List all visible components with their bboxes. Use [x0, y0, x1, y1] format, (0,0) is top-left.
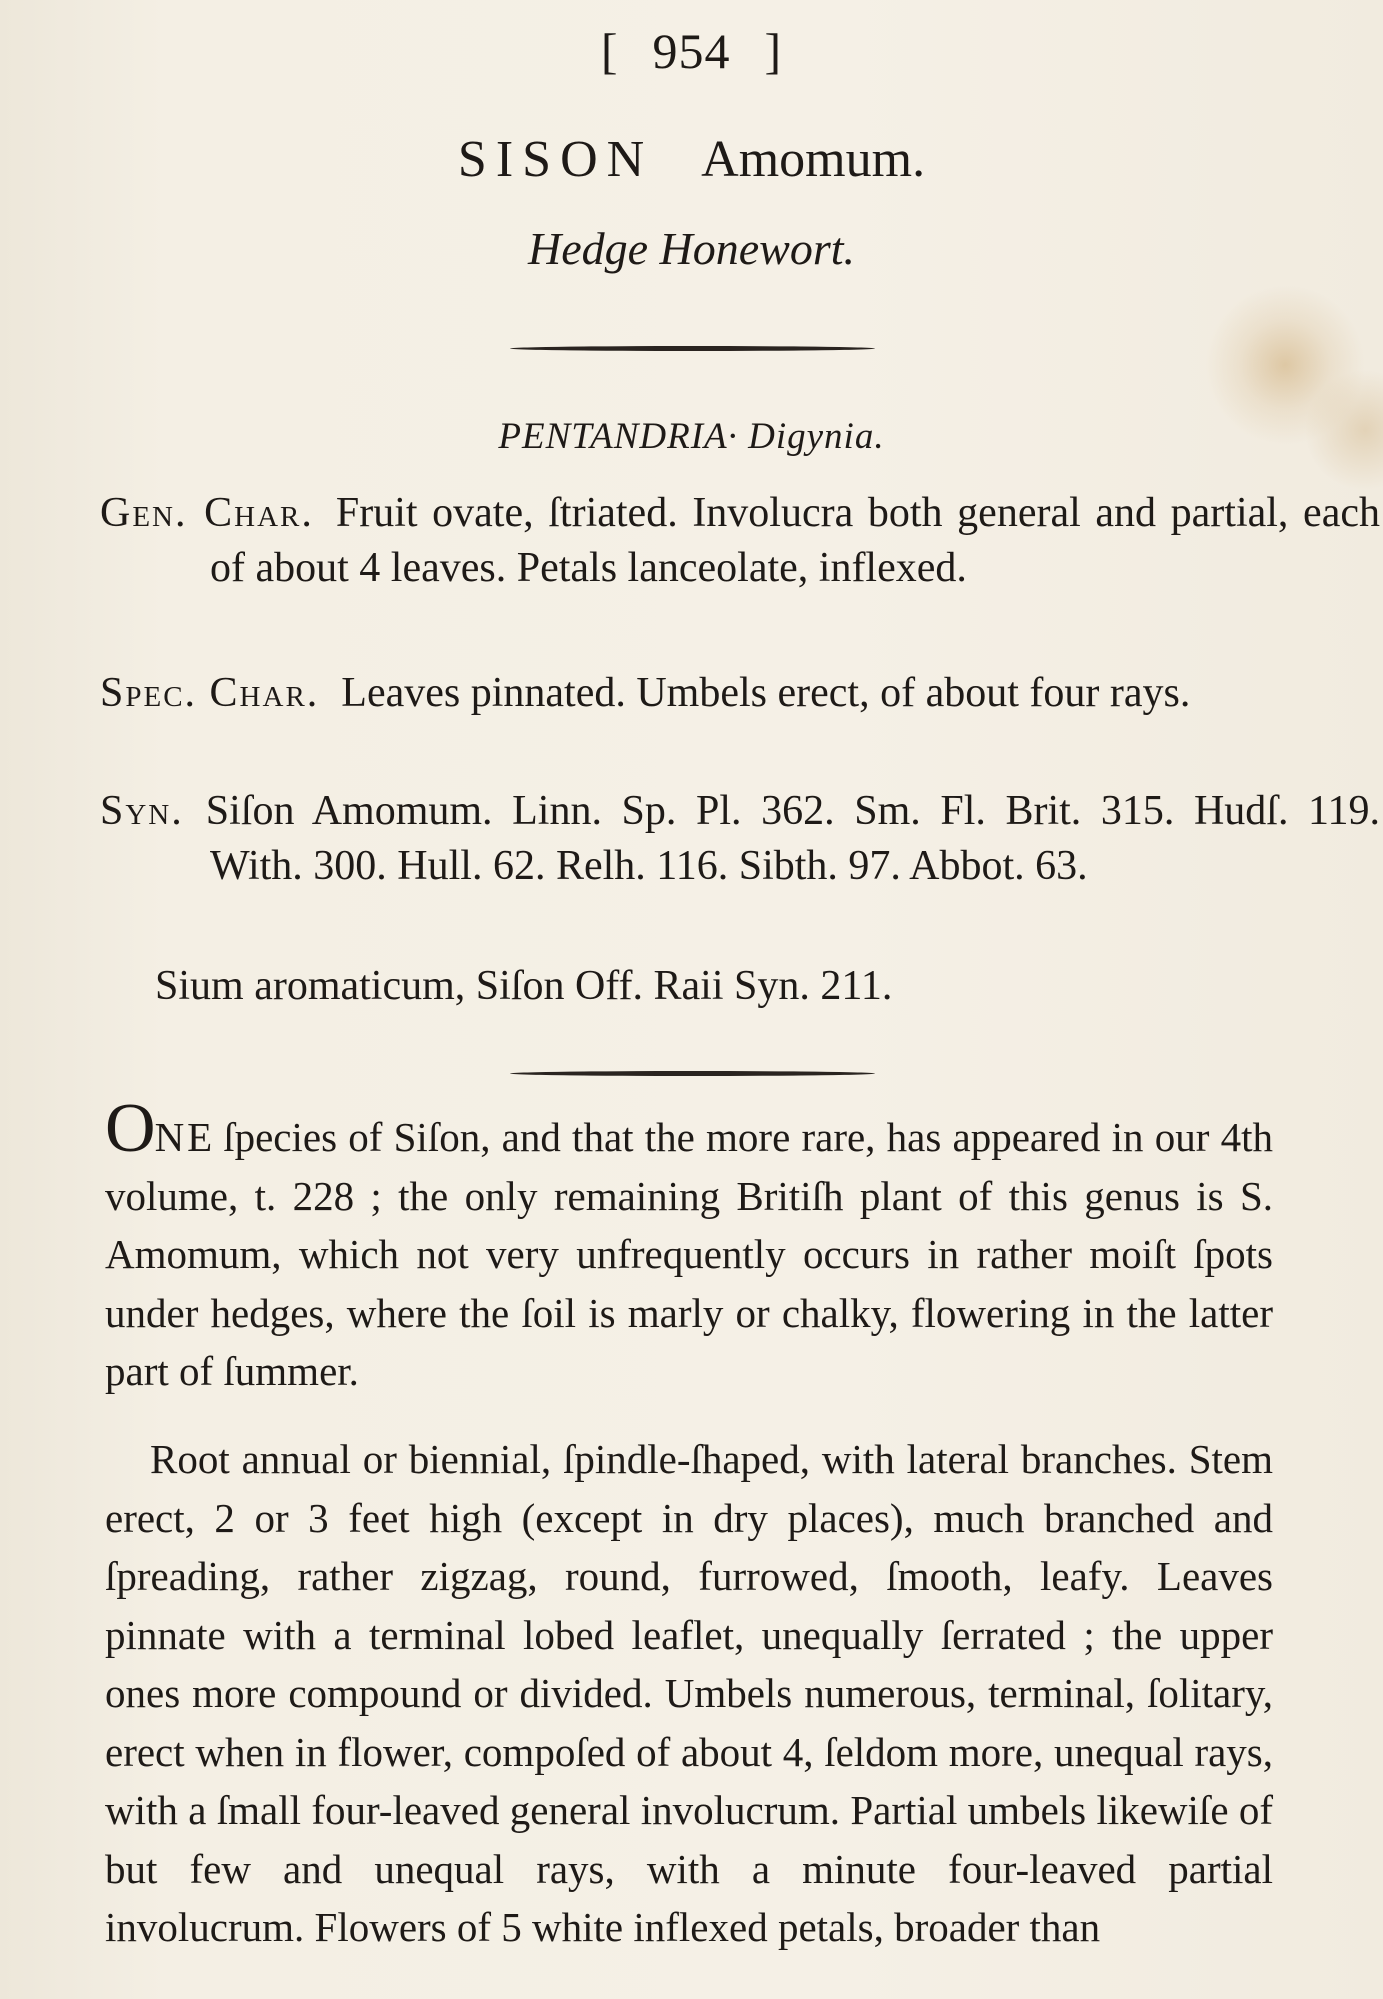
synonyms-label: Syn.: [100, 788, 184, 834]
synonyms-text: Siſon Amomum. Linn. Sp. Pl. 362. Sm. Fl. Brit. 315. Hudſ. 119. With. 300. Hull. 62. Relh. 116. Sibth. 97. Abbot. 63.: [205, 788, 1380, 889]
linnaean-classification: PENTANDRIA· Digynia.: [498, 416, 885, 457]
page-number-header: [0, 22, 1383, 80]
specific-character-text: Leaves pinnated. Umbels erect, of about four rays.: [341, 670, 1191, 716]
synonyms: [100, 784, 1380, 894]
ornamental-rule-2: [510, 1071, 875, 1076]
generic-character-text: Fruit ovate, ſtriated. Involucra both general and partial, each of about 4 leaves. Petals lanceolate, inflexed.: [210, 490, 1380, 591]
page-number: 954: [652, 23, 731, 79]
genus-name: SISON: [457, 131, 654, 188]
synonyms-secondary: Sium aromaticum, Siſon Off. Raii Syn. 211.: [155, 963, 893, 1009]
bracket-close: ]: [764, 23, 783, 79]
intro-text: ſpecies of Siſon, and that the more rare, has appeared in our 4th volume, t. 228 ; the only remaining Britiſh plant of this genus is S. Amomum, which not very unfrequently occurs in rather moiſt ſpots under hedges, where the ſoil is marly or chalky, flowering in the latter part of ſummer.: [105, 1114, 1273, 1394]
generic-character: [100, 486, 1380, 596]
description-paragraph: Root annual or biennial, ſpindle-ſhaped, with lateral branches. Stem erect, 2 or 3 feet high (except in dry places), much branched and ſpreading, rather zigzag, round, furrowed, ſmooth, leafy. Leaves pinnate with a terminal lobed leaflet, unequally ſerrated ; the upper ones more compound or divided. Umbels numerous, terminal, ſolitary, erect when in flower, compoſed of about 4, ſeldom more, unequal rays, with a ſmall four-leaved general involucrum. Partial umbels likewiſe of but few and unequal rays, with a minute four-leaved partial involucrum. Flowers of 5 white inflexed petals, broader than: [105, 1436, 1273, 1950]
bracket-open: [: [600, 23, 619, 79]
intro-paragraph: [105, 1090, 1273, 1401]
species-name: Amomum.: [701, 131, 926, 188]
specific-character: [100, 666, 1380, 721]
ornamental-rule: [510, 346, 875, 351]
generic-character-label: Gen. Char.: [100, 490, 314, 536]
intro-caps: NE: [154, 1114, 216, 1160]
common-name: Hedge Honewort.: [527, 223, 856, 274]
specific-character-label: Spec. Char.: [100, 670, 320, 716]
species-title: [0, 130, 1383, 189]
drop-cap: O: [105, 1090, 155, 1167]
